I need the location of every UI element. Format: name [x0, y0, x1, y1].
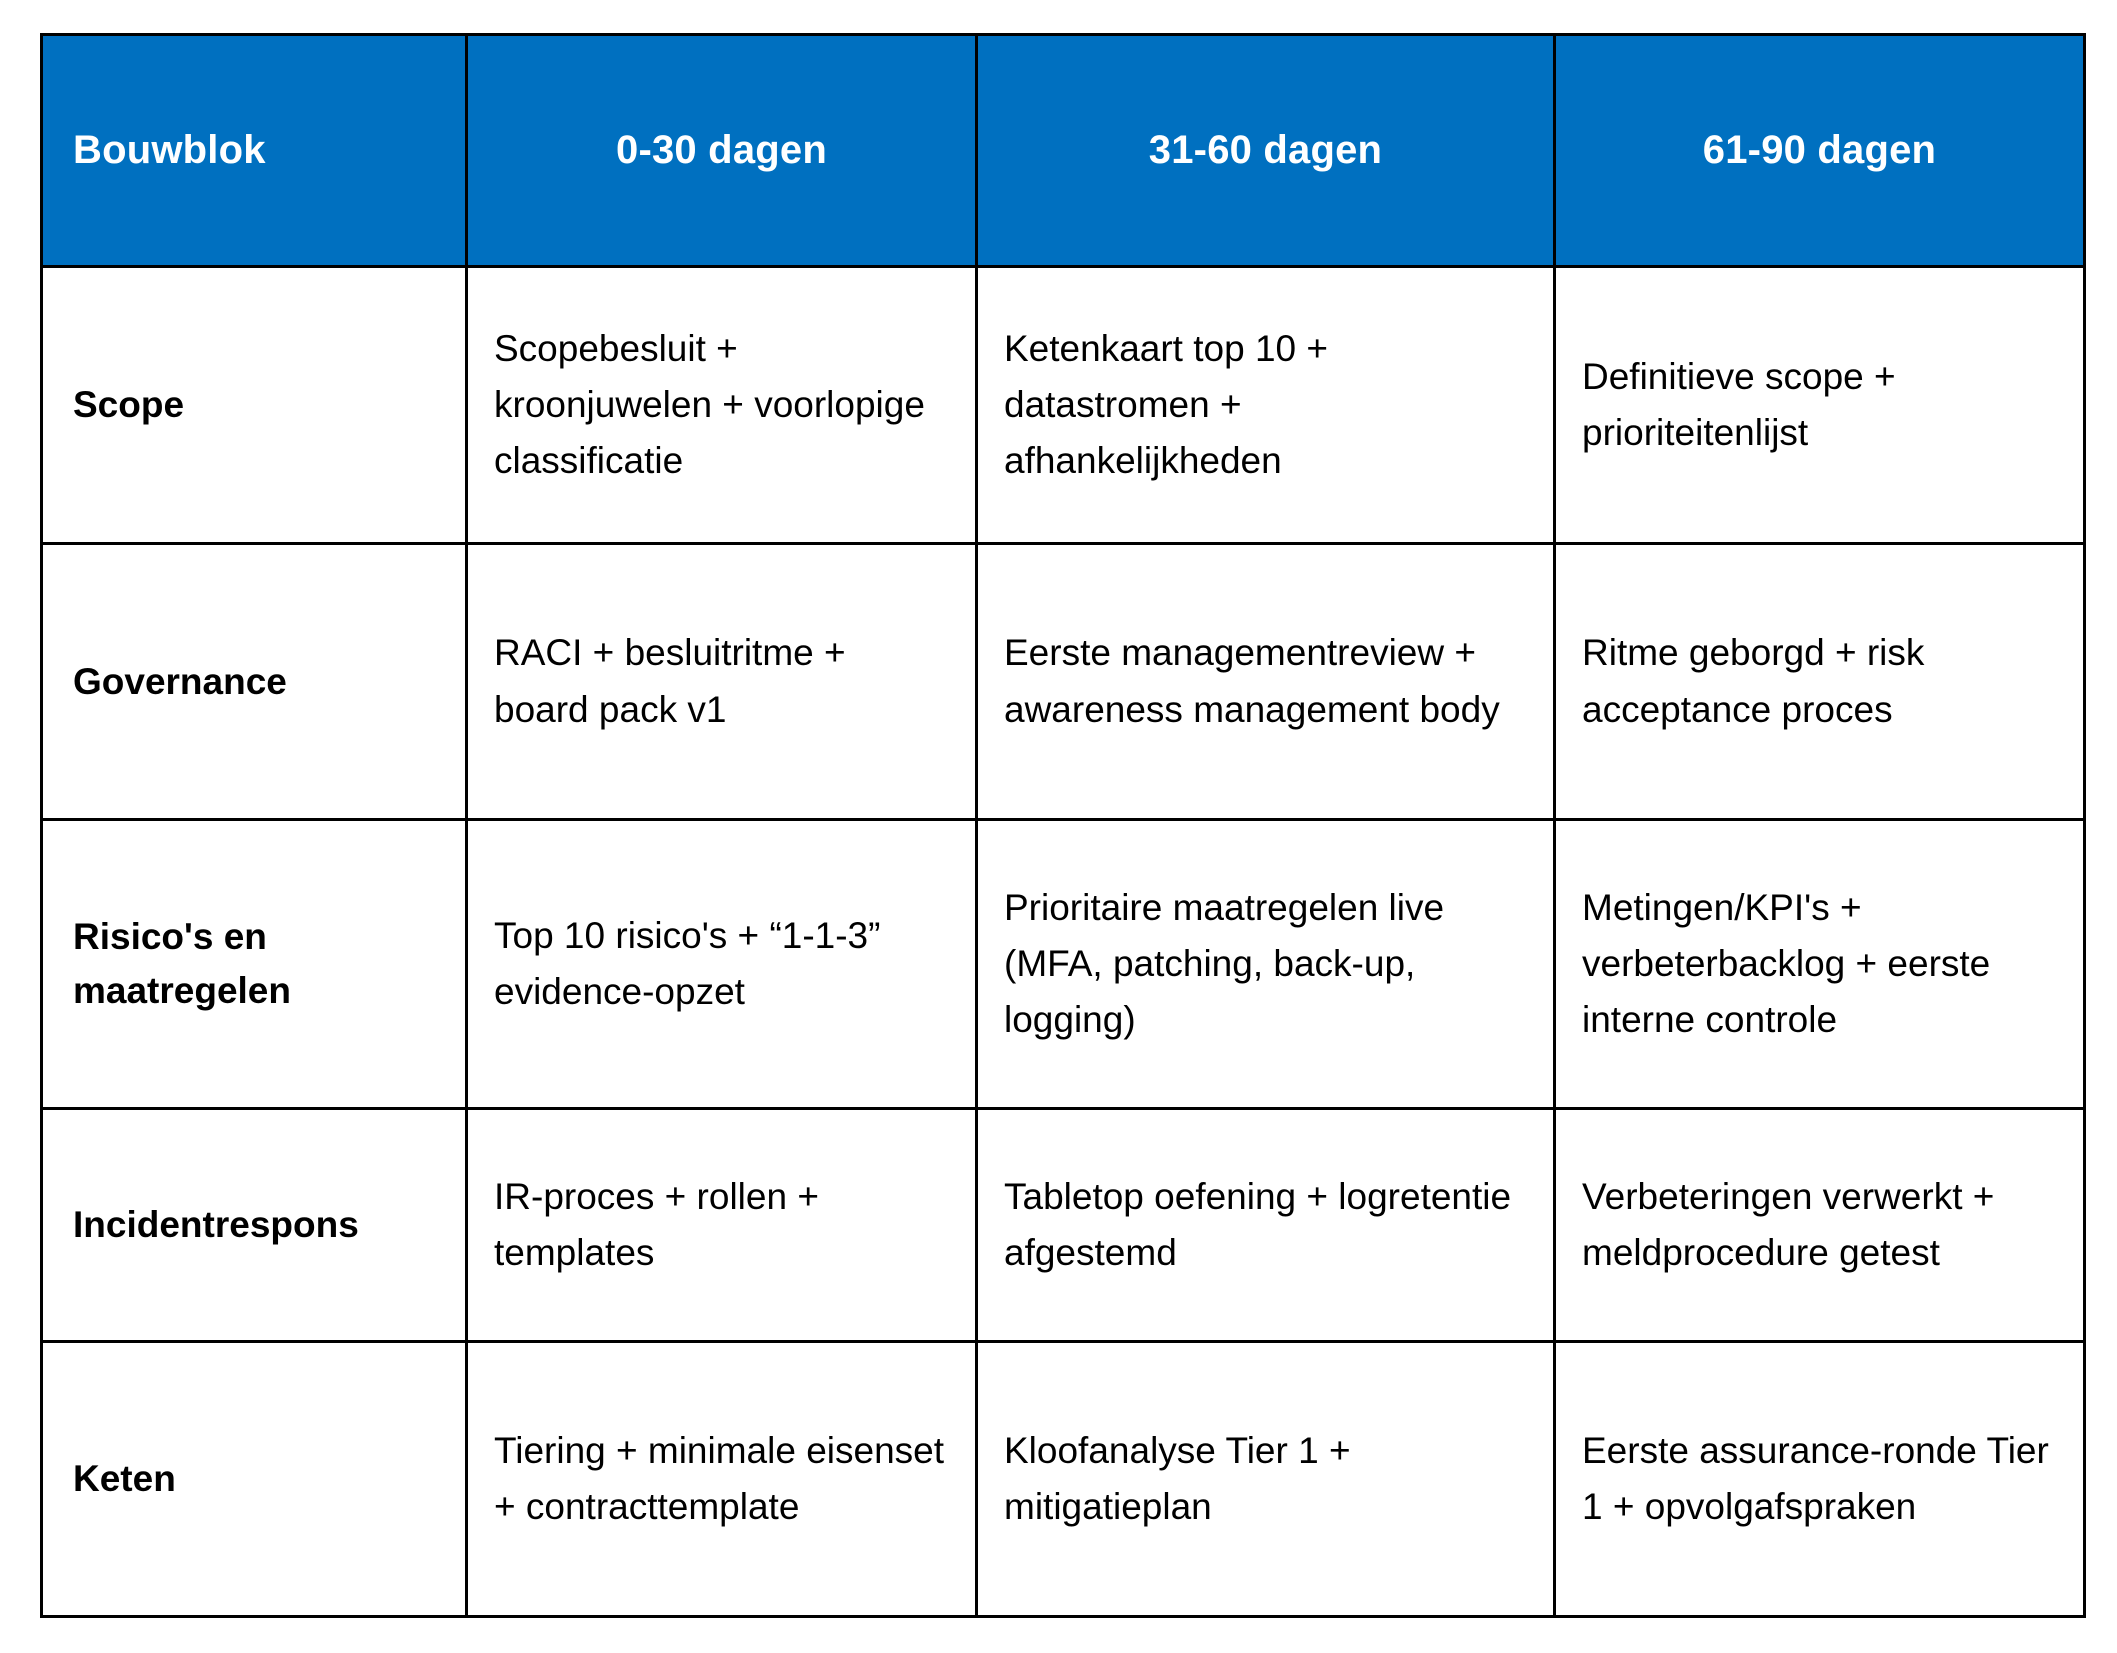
cell-keten-0-30: Tiering + minimale eisenset + contracttemplate — [467, 1342, 977, 1617]
table-row — [42, 1342, 2085, 1617]
table-row — [42, 820, 2085, 1109]
cell-governance-61-90: Ritme geborgd + risk acceptance proces — [1555, 544, 2085, 820]
table-row — [42, 1109, 2085, 1342]
cell-governance-31-60: Eerste managementreview + awareness management body — [977, 544, 1555, 820]
table-row — [42, 267, 2085, 544]
row-label-governance: Governance — [42, 544, 467, 820]
row-label-risicos-en-maatregelen: Risico's en maatregelen — [42, 820, 467, 1109]
cell-keten-61-90: Eerste assurance-ronde Tier 1 + opvolgafspraken — [1582, 1429, 2049, 1527]
column-header-0-30-dagen: 0-30 dagen — [467, 35, 977, 267]
table-body — [42, 267, 2085, 1617]
cell-keten-31-60: Kloofanalyse Tier 1 + mitigatieplan — [977, 1342, 1555, 1617]
row-label-incidentrespons: Incidentrespons — [42, 1109, 467, 1342]
cell-incidentrespons-61-90: Verbeteringen verwerkt + meldprocedure getest — [1555, 1109, 2085, 1342]
roadmap-table — [40, 33, 2086, 1618]
header-row — [42, 35, 2085, 267]
cell-incidentrespons-0-30: IR-proces + rollen + templates — [467, 1109, 977, 1342]
row-label-keten: Keten — [42, 1342, 467, 1617]
cell-risicos-31-60: Prioritaire maatregelen live (MFA, patching, back-up, logging) — [977, 820, 1555, 1109]
cell-risicos-61-90: Metingen/KPI's + verbeterbacklog + eerste interne controle — [1555, 820, 2085, 1109]
column-header-bouwblok: Bouwblok — [42, 35, 467, 267]
table-row — [42, 544, 2085, 820]
cell-scope-61-90: Definitieve scope + prioriteitenlijst — [1555, 267, 2085, 544]
table-header — [42, 35, 2085, 267]
cell-incidentrespons-31-60: Tabletop oefening + logretentie afgestemd — [977, 1109, 1555, 1342]
cell-scope-0-30: Scopebesluit + kroonjuwelen + voorlopige classificatie — [467, 267, 977, 544]
column-header-61-90-dagen: 61-90 dagen — [1555, 35, 2085, 267]
row-label-scope: Scope — [42, 267, 467, 544]
column-header-31-60-dagen: 31-60 dagen — [977, 35, 1555, 267]
cell-risicos-0-30: Top 10 risico's + “1-1-3” evidence-opzet — [467, 820, 977, 1109]
roadmap-table-container — [40, 33, 2083, 1605]
cell-scope-31-60: Ketenkaart top 10 + datastromen + afhankelijkheden — [977, 267, 1555, 544]
cell-governance-0-30: RACI + besluitritme + board pack v1 — [467, 544, 977, 820]
